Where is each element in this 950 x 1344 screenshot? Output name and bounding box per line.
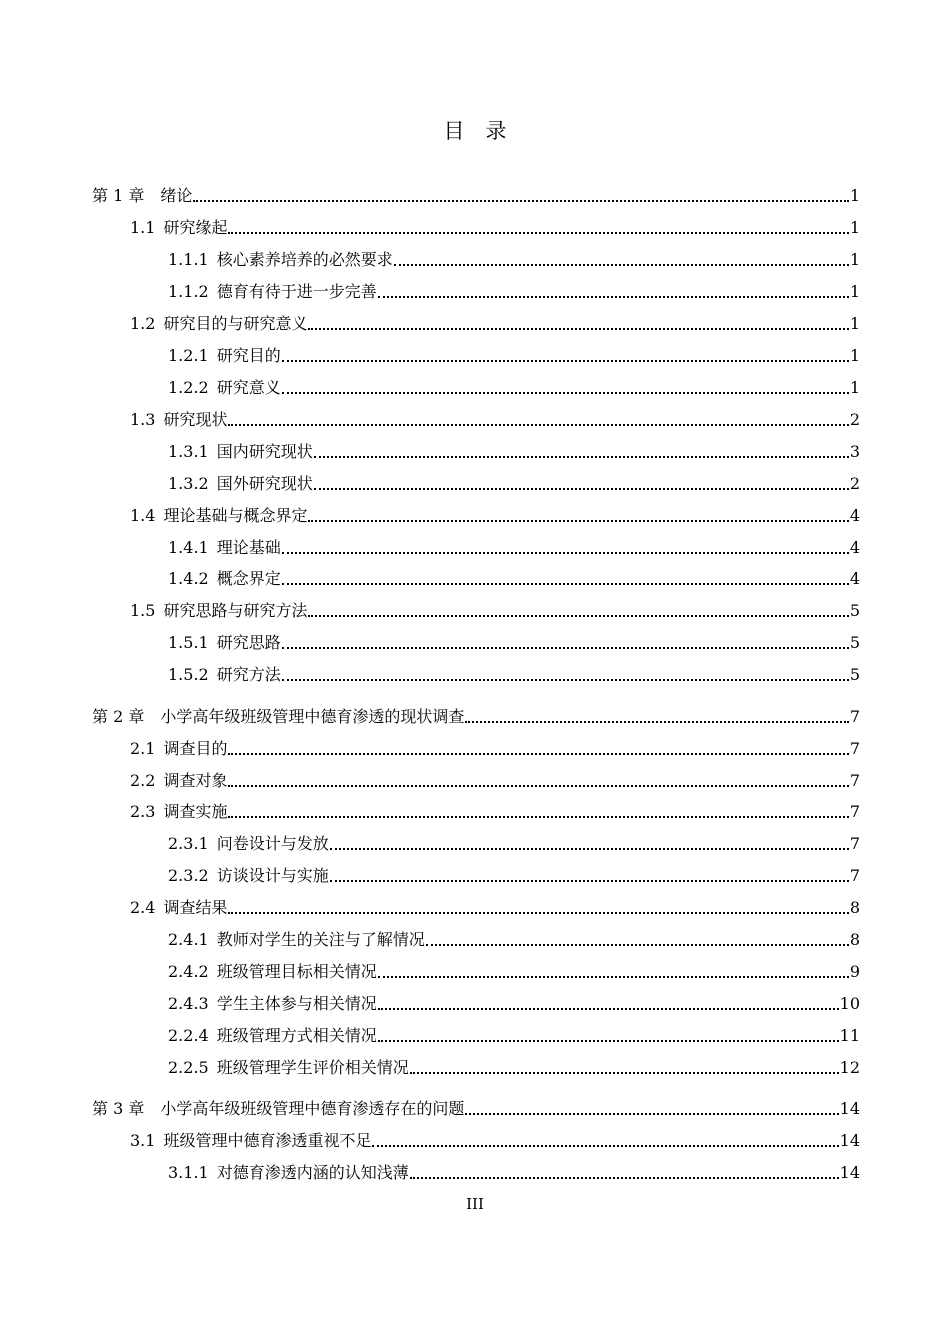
toc-entry-title: 班级管理学生评价相关情况 bbox=[216, 1058, 409, 1077]
toc-entry-title: 概念界定 bbox=[216, 569, 281, 588]
toc-entry-title: 理论基础 bbox=[216, 538, 281, 557]
page-number: III bbox=[466, 1195, 484, 1213]
toc-entry-title: 研究意义 bbox=[216, 378, 281, 397]
toc-entry-title: 调查结果 bbox=[163, 898, 228, 917]
toc-entry-page: 14 bbox=[839, 1131, 860, 1150]
toc-entry-title: 绪论 bbox=[160, 186, 193, 205]
toc-entry-number: 2.2 bbox=[130, 771, 156, 790]
toc-entry-number: 2.3 bbox=[130, 802, 156, 821]
toc-entry-page: 5 bbox=[849, 633, 860, 652]
dot-leader bbox=[465, 1113, 838, 1115]
dot-leader bbox=[330, 880, 849, 882]
toc-entry-number: 3.1.1 bbox=[168, 1163, 209, 1182]
toc-entry-number: 第 2 章 bbox=[92, 707, 145, 726]
dot-leader bbox=[330, 848, 849, 850]
toc-entry-number: 2.1 bbox=[130, 739, 156, 758]
toc-section-entry[interactable] bbox=[168, 1022, 860, 1046]
toc-entry-number: 1.4 bbox=[130, 506, 156, 525]
dot-leader bbox=[282, 679, 849, 681]
dot-leader bbox=[228, 912, 848, 914]
dot-leader bbox=[465, 721, 848, 723]
toc-section-entry[interactable] bbox=[168, 534, 860, 558]
toc-entry-title: 班级管理方式相关情况 bbox=[216, 1026, 377, 1045]
toc-section-entry[interactable] bbox=[130, 798, 860, 822]
toc-section-entry[interactable] bbox=[130, 735, 860, 759]
toc-entry-title: 德育有待于进一步完善 bbox=[216, 282, 377, 301]
toc-entry-number: 1.5.1 bbox=[168, 633, 209, 652]
toc-entry-page: 8 bbox=[849, 930, 860, 949]
toc-entry-page: 2 bbox=[849, 474, 860, 493]
toc-entry-page: 8 bbox=[849, 898, 860, 917]
dot-leader bbox=[308, 615, 848, 617]
toc-entry-page: 1 bbox=[849, 186, 860, 205]
dot-leader bbox=[228, 816, 848, 818]
toc-entry-title: 研究缘起 bbox=[163, 218, 228, 237]
toc-entry-page: 7 bbox=[849, 834, 860, 853]
toc-entry-title: 学生主体参与相关情况 bbox=[216, 994, 377, 1013]
toc-entry-title: 国内研究现状 bbox=[216, 442, 313, 461]
toc-section-entry[interactable] bbox=[130, 767, 860, 791]
toc-section-entry[interactable] bbox=[168, 278, 860, 302]
toc-entry-number: 3.1 bbox=[130, 1131, 156, 1150]
toc-entry-page: 12 bbox=[839, 1058, 860, 1077]
toc-section-entry[interactable] bbox=[168, 1159, 860, 1183]
dot-leader bbox=[378, 296, 849, 298]
toc-entry-number: 2.2.5 bbox=[168, 1058, 209, 1077]
toc-entry-number: 2.4.3 bbox=[168, 994, 209, 1013]
toc-entry-page: 7 bbox=[849, 802, 860, 821]
toc-section-entry[interactable] bbox=[168, 374, 860, 398]
toc-entry-title: 小学高年级班级管理中德育渗透的现状调查 bbox=[160, 707, 465, 726]
toc-entry-page: 14 bbox=[839, 1099, 860, 1118]
toc-section-entry[interactable] bbox=[168, 565, 860, 589]
dot-leader bbox=[378, 976, 849, 978]
toc-entry-number: 1.4.2 bbox=[168, 569, 209, 588]
toc-chapter-entry[interactable] bbox=[92, 1095, 860, 1119]
dot-leader bbox=[193, 200, 848, 202]
toc-entry-title: 研究现状 bbox=[163, 410, 228, 429]
toc-chapter-entry[interactable] bbox=[92, 703, 860, 727]
toc-section-entry[interactable] bbox=[130, 310, 860, 334]
toc-entry-page: 4 bbox=[849, 569, 860, 588]
toc-entry-number: 1.1 bbox=[130, 218, 156, 237]
toc-entry-page: 3 bbox=[849, 442, 860, 461]
dot-leader bbox=[410, 1072, 839, 1074]
toc-entry-number: 1.2 bbox=[130, 314, 156, 333]
toc-entry-number: 2.4.2 bbox=[168, 962, 209, 981]
page-title: 目 录 bbox=[443, 119, 507, 143]
dot-leader bbox=[228, 785, 848, 787]
toc-entry-page: 9 bbox=[849, 962, 860, 981]
toc-entry-title: 研究方法 bbox=[216, 665, 281, 684]
toc-section-entry[interactable] bbox=[130, 214, 860, 238]
toc-entry-title: 国外研究现状 bbox=[216, 474, 313, 493]
toc-section-entry[interactable] bbox=[168, 629, 860, 653]
dot-leader bbox=[282, 360, 849, 362]
toc-entry-title: 理论基础与概念界定 bbox=[163, 506, 308, 525]
toc-entry-number: 2.4.1 bbox=[168, 930, 209, 949]
toc-entry-number: 2.2.4 bbox=[168, 1026, 209, 1045]
toc-entry-title: 班级管理目标相关情况 bbox=[216, 962, 377, 981]
toc-entry-title: 小学高年级班级管理中德育渗透存在的问题 bbox=[160, 1099, 465, 1118]
toc-entry-title: 研究思路与研究方法 bbox=[163, 601, 308, 620]
toc-entry-page: 5 bbox=[849, 601, 860, 620]
toc-entry-number: 1.4.1 bbox=[168, 538, 209, 557]
dot-leader bbox=[228, 753, 848, 755]
toc-section-entry[interactable] bbox=[168, 958, 860, 982]
toc-section-entry[interactable] bbox=[130, 406, 860, 430]
toc-entry-number: 2.3.2 bbox=[168, 866, 209, 885]
dot-leader bbox=[282, 392, 849, 394]
toc-entry-page: 10 bbox=[839, 994, 860, 1013]
dot-leader bbox=[378, 1040, 839, 1042]
toc-entry-title: 班级管理中德育渗透重视不足 bbox=[163, 1131, 372, 1150]
toc-section-entry[interactable] bbox=[130, 502, 860, 526]
toc-entry-title: 对德育渗透内涵的认知浅薄 bbox=[216, 1163, 409, 1182]
toc-entry-number: 2.4 bbox=[130, 898, 156, 917]
toc-entry-page: 1 bbox=[849, 346, 860, 365]
toc-entry-page: 1 bbox=[849, 378, 860, 397]
toc-entry-page: 7 bbox=[849, 739, 860, 758]
dot-leader bbox=[282, 647, 849, 649]
toc-entry-page: 4 bbox=[849, 506, 860, 525]
toc-entry-page: 7 bbox=[849, 771, 860, 790]
dot-leader bbox=[314, 456, 849, 458]
toc-entry-page: 14 bbox=[839, 1163, 860, 1182]
toc-section-entry[interactable] bbox=[168, 830, 860, 854]
toc-entry-number: 1.2.1 bbox=[168, 346, 209, 365]
toc-entry-page: 5 bbox=[849, 665, 860, 684]
toc-entry-number: 2.3.1 bbox=[168, 834, 209, 853]
toc-entry-title: 教师对学生的关注与了解情况 bbox=[216, 930, 425, 949]
toc-entry-number: 1.1.2 bbox=[168, 282, 209, 301]
toc-section-entry[interactable] bbox=[168, 661, 860, 685]
toc-section-entry[interactable] bbox=[168, 342, 860, 366]
toc-section-entry[interactable] bbox=[168, 1054, 860, 1078]
toc-entry-title: 研究目的与研究意义 bbox=[163, 314, 308, 333]
toc-entry-page: 1 bbox=[849, 218, 860, 237]
toc-entry-page: 7 bbox=[849, 707, 860, 726]
toc-section-entry[interactable] bbox=[168, 926, 860, 950]
toc-entry-title: 调查目的 bbox=[163, 739, 228, 758]
toc-entry-number: 1.1.1 bbox=[168, 250, 209, 269]
dot-leader bbox=[314, 488, 849, 490]
toc-section-entry[interactable] bbox=[168, 990, 860, 1014]
toc-entry-title: 研究目的 bbox=[216, 346, 281, 365]
dot-leader bbox=[282, 552, 849, 554]
toc-entry-number: 1.5.2 bbox=[168, 665, 209, 684]
toc-section-entry[interactable] bbox=[168, 862, 860, 886]
toc-section-entry[interactable] bbox=[130, 894, 860, 918]
toc-entry-number: 1.3.1 bbox=[168, 442, 209, 461]
dot-leader bbox=[426, 944, 849, 946]
dot-leader bbox=[378, 1008, 839, 1010]
toc-entry-page: 4 bbox=[849, 538, 860, 557]
toc-entry-number: 1.2.2 bbox=[168, 378, 209, 397]
toc-section-entry[interactable] bbox=[168, 438, 860, 462]
toc-entry-title: 调查实施 bbox=[163, 802, 228, 821]
toc-section-entry[interactable] bbox=[130, 1127, 860, 1151]
dot-leader bbox=[308, 520, 848, 522]
toc-entry-page: 7 bbox=[849, 866, 860, 885]
toc-entry-title: 核心素养培养的必然要求 bbox=[216, 250, 393, 269]
toc-entry-page: 1 bbox=[849, 282, 860, 301]
toc-entry-title: 问卷设计与发放 bbox=[216, 834, 329, 853]
toc-section-entry[interactable] bbox=[130, 597, 860, 621]
dot-leader bbox=[308, 328, 848, 330]
toc-entry-number: 1.5 bbox=[130, 601, 156, 620]
toc-entry-title: 研究思路 bbox=[216, 633, 281, 652]
toc-entry-number: 1.3 bbox=[130, 410, 156, 429]
toc-entry-page: 11 bbox=[839, 1026, 860, 1045]
dot-leader bbox=[410, 1177, 839, 1179]
toc-entry-page: 2 bbox=[849, 410, 860, 429]
toc-entry-title: 访谈设计与实施 bbox=[216, 866, 329, 885]
dot-leader bbox=[372, 1145, 838, 1147]
toc-chapter-entry[interactable] bbox=[92, 182, 860, 206]
dot-leader bbox=[228, 232, 848, 234]
toc-section-entry[interactable] bbox=[168, 246, 860, 270]
toc-entry-number: 1.3.2 bbox=[168, 474, 209, 493]
toc-entry-number: 第 1 章 bbox=[92, 186, 145, 205]
dot-leader bbox=[282, 583, 849, 585]
toc-entry-page: 1 bbox=[849, 314, 860, 333]
dot-leader bbox=[394, 264, 849, 266]
toc-entry-title: 调查对象 bbox=[163, 771, 228, 790]
toc-section-entry[interactable] bbox=[168, 470, 860, 494]
dot-leader bbox=[228, 424, 848, 426]
toc-entry-page: 1 bbox=[849, 250, 860, 269]
toc-entry-number: 第 3 章 bbox=[92, 1099, 145, 1118]
